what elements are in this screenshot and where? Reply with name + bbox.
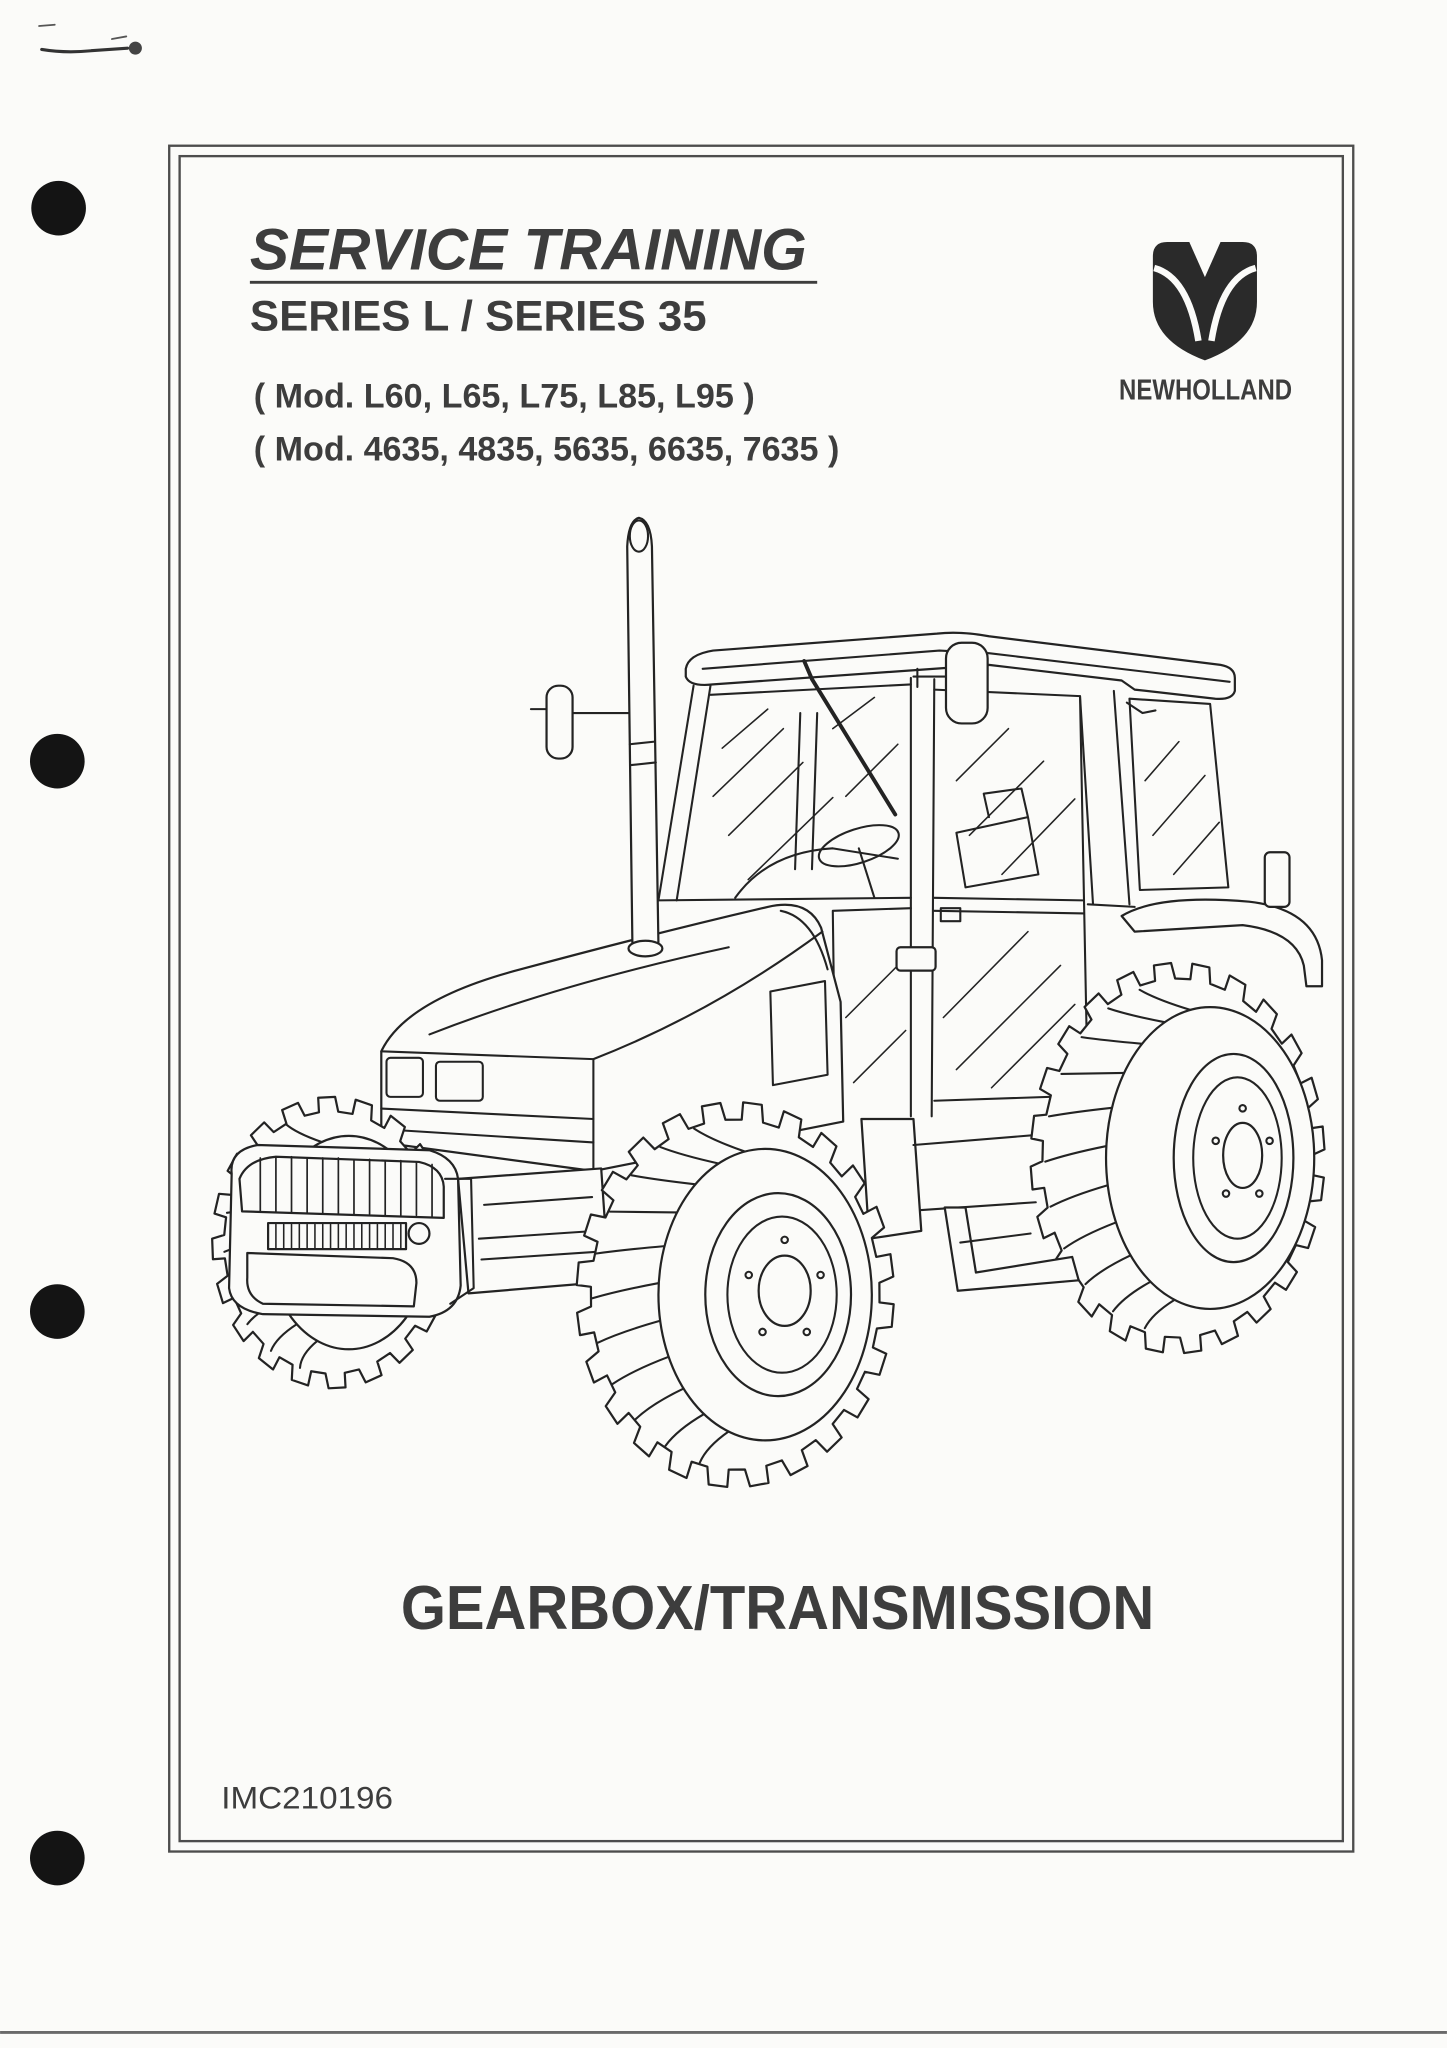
exhaust-base (629, 941, 663, 957)
exhaust-pipe (627, 518, 658, 952)
weight-block-bottom (247, 1253, 416, 1306)
left-mirror-glass (547, 686, 573, 759)
document-code: IMC210196 (221, 1780, 394, 1816)
windshield-top-frame (710, 684, 910, 694)
cab-front-right-pillar (911, 678, 934, 1116)
pen-mark (42, 48, 128, 52)
punch-holes (30, 181, 86, 1885)
punch-hole (31, 181, 86, 236)
cab-rear-pillar (1080, 691, 1129, 904)
punch-hole (30, 734, 85, 789)
right-mirror (946, 643, 988, 724)
model-list-line-1: ( Mod. L60, L65, L75, L85, L95 ) (253, 377, 755, 416)
cab-door-mid-rail (934, 898, 1084, 914)
front-right-hub (759, 1256, 811, 1326)
weight-block-top (239, 1157, 443, 1218)
cab-side-window (1129, 699, 1228, 890)
front-ballast-weights (229, 1145, 474, 1317)
logo-wordmark: NEWHOLLAND (1119, 374, 1293, 407)
tractor-with-cab-line-drawing (212, 518, 1324, 1487)
model-list-line-2: ( Mod. 4635, 4835, 5635, 6635, 7635 ) (253, 430, 840, 469)
cab-frame-rail (913, 1135, 1041, 1210)
pen-mark-blob (129, 42, 142, 55)
document-title: SERVICE TRAINING (249, 217, 807, 283)
dashboard (735, 848, 898, 897)
steering-column (859, 848, 875, 897)
exhaust-stack (627, 518, 662, 956)
rear-work-light-post (1265, 852, 1290, 907)
rear-fender-panel (1122, 900, 1322, 987)
door-handle (897, 947, 936, 970)
rear-fender (1122, 852, 1322, 986)
left-mirror (531, 686, 635, 759)
weight-mount-bolt (409, 1223, 430, 1244)
rear-right-wheel (1031, 963, 1325, 1353)
header-block (250, 217, 839, 468)
punch-hole (30, 1831, 85, 1886)
cab-lower-side-panel (833, 908, 911, 1106)
steering-wheel (814, 817, 904, 875)
pen-mark-tick (39, 25, 126, 39)
rear-right-hub (1223, 1123, 1262, 1188)
document-subject: GEARBOX/TRANSMISSION (400, 1573, 1155, 1644)
right-mirror-arm (913, 669, 946, 687)
series-subtitle: SERIES L / SERIES 35 (249, 292, 707, 341)
cab-interior-post (795, 713, 817, 869)
punch-hole (30, 1284, 85, 1339)
operator-seat (956, 788, 1038, 887)
cab-left-pillar (658, 686, 710, 901)
new-holland-leaf-logo-icon (1153, 242, 1257, 360)
brand-logo (1119, 242, 1292, 406)
